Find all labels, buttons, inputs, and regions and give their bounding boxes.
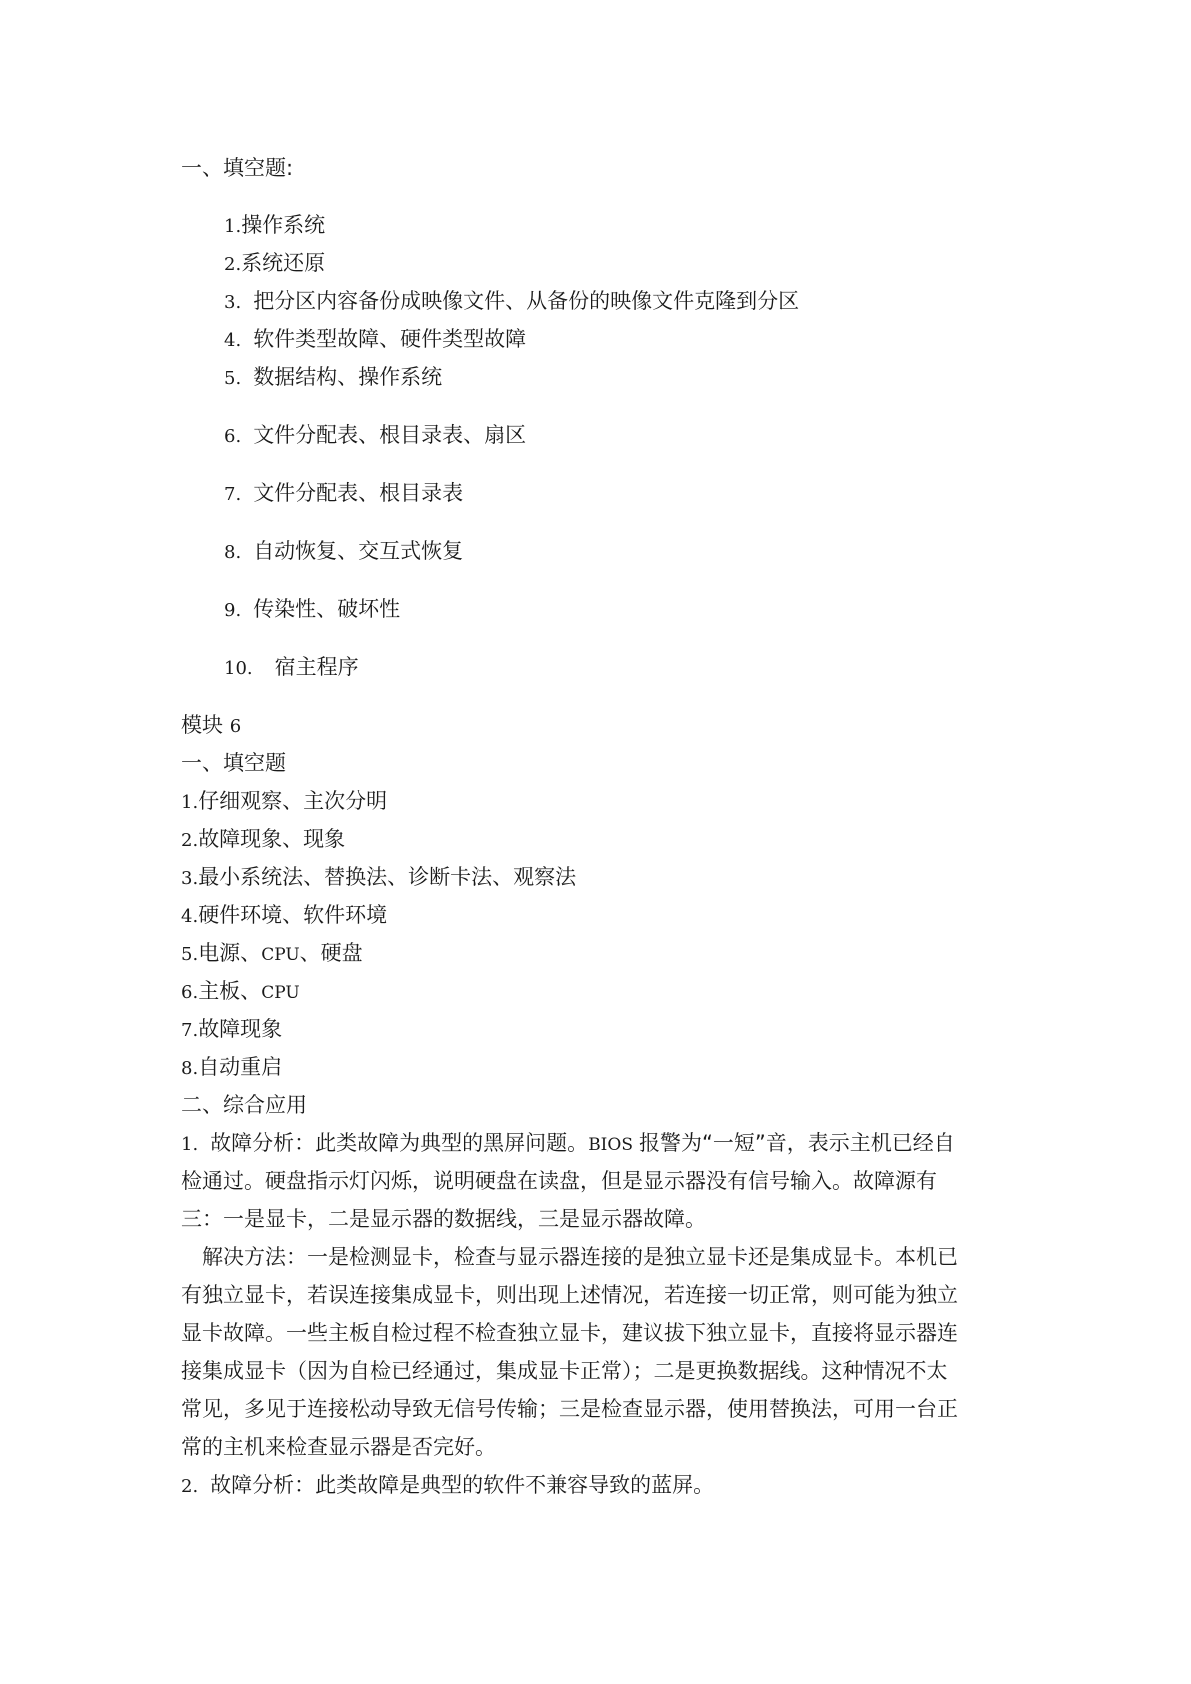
list-item: [224, 364, 442, 392]
paragraph-line: [181, 1396, 958, 1422]
list-item: [224, 250, 325, 278]
item-text-pre: 主板、: [198, 979, 262, 1003]
item-number: 1.: [224, 216, 242, 237]
item-text: 硬件环境、软件环境: [198, 903, 388, 927]
item-number: 3.: [224, 292, 242, 313]
list-item: [224, 326, 526, 354]
item-text: 文件分配表、根目录表、扇区: [253, 423, 527, 447]
item-number: 7.: [224, 484, 242, 505]
paragraph-line: [181, 1130, 955, 1158]
section-heading: [181, 750, 286, 776]
item-number: 5.: [181, 944, 199, 965]
line-text: 报警为“一短”音，表示主机已经自: [638, 1131, 955, 1155]
line-text: 接集成显卡（因为自检已经通过，集成显卡正常）；二是更换数据线。这种情况不太: [181, 1359, 948, 1383]
item-text-pre: 电源、: [198, 941, 262, 965]
list-item: [224, 654, 359, 682]
line-text: 解决方法：一是检测显卡，检查与显示器连接的是独立显卡还是集成显卡。本机已: [202, 1245, 958, 1269]
list-item: [181, 902, 387, 930]
item-number: 2.: [181, 1476, 199, 1497]
line-text: 常的主机来检查显示器是否完好。: [181, 1435, 496, 1459]
item-text: 软件类型故障、硬件类型故障: [253, 327, 527, 351]
line-text: 三：一是显卡，二是显示器的数据线，三是显示器故障。: [181, 1207, 706, 1231]
paragraph-line: [181, 1320, 958, 1346]
list-item: [181, 940, 363, 968]
list-item: [181, 978, 300, 1006]
item-text: 数据结构、操作系统: [253, 365, 443, 389]
item-number: 6.: [224, 426, 242, 447]
list-item: [181, 1016, 282, 1044]
list-item: [181, 1054, 282, 1082]
section-heading: [181, 155, 293, 181]
item-text: 宿主程序: [274, 655, 359, 679]
list-item: [181, 788, 387, 816]
list-item: [224, 288, 799, 316]
item-number: 5.: [224, 368, 242, 389]
list-item: [181, 826, 345, 854]
bios-text: BIOS: [588, 1135, 633, 1155]
item-text: 文件分配表、根目录表: [253, 481, 464, 505]
line-text: 常见，多见于连接松动导致无信号传输；三是检查显示器，使用替换法，可用一台正: [181, 1397, 958, 1421]
list-item: [224, 596, 400, 624]
section-heading: [181, 1092, 307, 1118]
module-title: [181, 712, 241, 740]
paragraph-line: [181, 1206, 706, 1232]
line-text: 故障分析：此类故障是典型的软件不兼容导致的蓝屏。: [210, 1473, 715, 1497]
section-heading-text: 一、填空题: [181, 751, 286, 775]
item-number: 2.: [224, 254, 242, 275]
item-text-post: 、硬盘: [299, 941, 363, 965]
paragraph-line: [181, 1282, 958, 1308]
item-number: 10.: [224, 658, 253, 679]
list-item: [224, 538, 463, 566]
item-text: 系统还原: [241, 251, 326, 275]
item-text: 最小系统法、替换法、诊断卡法、观察法: [198, 865, 577, 889]
item-number: 4.: [181, 906, 199, 927]
module-title-text: 模块: [181, 713, 223, 737]
paragraph-line: [202, 1244, 958, 1270]
section-heading-text: 二、综合应用: [181, 1093, 307, 1117]
item-number: 4.: [224, 330, 242, 351]
item-text: 把分区内容备份成映像文件、从备份的映像文件克隆到分区: [253, 289, 800, 313]
item-number: 7.: [181, 1020, 199, 1041]
paragraph-line: [181, 1472, 714, 1500]
item-number: 3.: [181, 868, 199, 889]
item-text: 故障现象、现象: [198, 827, 346, 851]
section-heading-text: 一、填空题:: [181, 156, 294, 180]
list-item: [181, 864, 576, 892]
item-number: 1.: [181, 1134, 199, 1155]
list-item: [224, 212, 325, 240]
item-text: 自动重启: [198, 1055, 283, 1079]
item-text: 自动恢复、交互式恢复: [253, 539, 464, 563]
item-number: 1.: [181, 792, 199, 813]
item-number: 6.: [181, 982, 199, 1003]
item-text: 操作系统: [241, 213, 326, 237]
line-text: 显卡故障。一些主板自检过程不检查独立显卡，建议拔下独立显卡，直接将显示器连: [181, 1321, 958, 1345]
paragraph-line: [181, 1434, 496, 1460]
list-item: [224, 480, 463, 508]
item-text-cpu: CPU: [261, 983, 300, 1003]
item-text-cpu: CPU: [261, 945, 300, 965]
item-text: 仔细观察、主次分明: [198, 789, 388, 813]
paragraph-line: [181, 1168, 937, 1194]
item-number: 8.: [224, 542, 242, 563]
item-number: 9.: [224, 600, 242, 621]
module-title-number: 6: [229, 716, 242, 737]
list-item: [224, 422, 526, 450]
line-text: 故障分析：此类故障为典型的黑屏问题。: [210, 1131, 589, 1155]
paragraph-line: [181, 1358, 948, 1384]
item-number: 2.: [181, 830, 199, 851]
line-text: 有独立显卡，若误连接集成显卡，则出现上述情况，若连接一切正常，则可能为独立: [181, 1283, 958, 1307]
item-number: 8.: [181, 1058, 199, 1079]
item-text: 传染性、破坏性: [253, 597, 401, 621]
item-text: 故障现象: [198, 1017, 283, 1041]
line-text: 检通过。硬盘指示灯闪烁，说明硬盘在读盘，但是显示器没有信号输入。故障源有: [181, 1169, 937, 1193]
